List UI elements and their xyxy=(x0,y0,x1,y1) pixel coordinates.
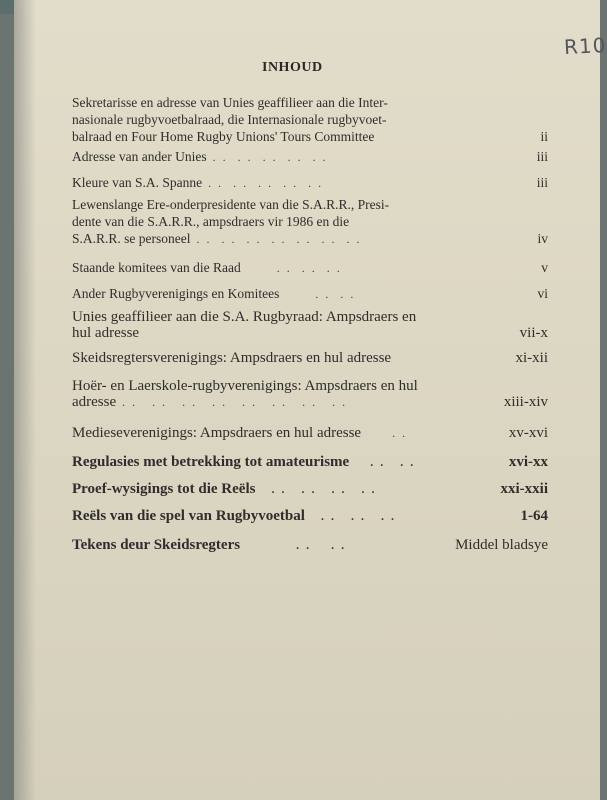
toc-entry-line: Lewenslange Ere-onderpresidente van die S.A.R.R., Presi- xyxy=(72,197,390,212)
toc-entry-line: Hoër- en Laerskole-rugbyverenigings: Ampsdraers en hul xyxy=(72,378,418,394)
page-fold-shadow xyxy=(14,0,36,800)
toc-entry-line: Ander Rugbyverenigings en Komitees xyxy=(72,286,280,301)
toc-page-number: xvi-xx xyxy=(508,454,548,470)
toc-page-number: xiii-xiv xyxy=(503,394,548,410)
toc-entry xyxy=(72,481,548,497)
dot-leader: . . . . . . . . xyxy=(261,482,377,496)
toc-page-number: iii xyxy=(536,175,548,190)
toc-entry-line: Staande komitees van die Raad xyxy=(72,260,241,275)
dot-leader: . . . . . . xyxy=(246,261,342,275)
toc-entry-line: adresse xyxy=(72,394,117,410)
toc-entry xyxy=(72,148,548,166)
dot-leader: . . . . . . . . . . xyxy=(212,150,328,164)
toc-entry-line: Medieseverenigings: Ampsdraers en hul adresse xyxy=(72,425,362,441)
toc-entry xyxy=(72,259,548,277)
toc-entry-line: Sekretarisse en adresse van Unies geaffilieer aan die Inter- xyxy=(72,95,388,110)
page-title: INHOUD xyxy=(262,60,323,75)
toc-page-number: vii-x xyxy=(519,325,548,341)
toc-entry xyxy=(72,285,548,303)
dot-leader: . . . . xyxy=(285,287,356,301)
dot-leader: . . . . xyxy=(246,538,347,552)
toc-page-number: v xyxy=(541,260,548,275)
dot-leader: . . . . . . . . . . . . . . . . xyxy=(122,395,348,409)
toc-entry-line: dente van die S.A.R.R., ampsdraers vir 1986 en die xyxy=(72,214,350,229)
dot-leader: . . . . . . . . . . xyxy=(208,176,324,190)
toc-entry-line: Skeidsregtersverenigings: Ampsdraers en hul adresse xyxy=(72,350,392,366)
toc-entry xyxy=(72,350,548,366)
toc-page-number: 1-64 xyxy=(520,508,548,524)
toc-entry xyxy=(72,196,548,248)
toc-page-number: xi-xii xyxy=(515,350,548,366)
toc-entry xyxy=(72,378,548,410)
toc-entry xyxy=(72,508,548,524)
handwritten-mark: R10 xyxy=(563,32,607,60)
toc-entry-line: S.A.R.R. se personeel xyxy=(72,231,191,246)
toc-entry-line: hul adresse xyxy=(72,325,140,341)
toc-entry xyxy=(72,94,548,145)
toc-page-number: vi xyxy=(537,286,548,301)
dot-leader: . . . . . . xyxy=(310,509,396,523)
toc-entry-line: Regulasies met betrekking tot amateurisme xyxy=(72,454,350,470)
toc-entry-line: Proef-wysigings tot die Reëls xyxy=(72,481,256,497)
dot-leader: . . . . xyxy=(355,455,416,469)
toc-entry-line: Unies geaffilieer aan die S.A. Rugbyraad: Ampsdraers en xyxy=(72,309,417,325)
toc-entry xyxy=(72,454,548,470)
toc-entry xyxy=(72,174,548,192)
toc-entry-line: Reëls van die spel van Rugbyvoetbal xyxy=(72,508,305,524)
toc-entry-line: balraad en Four Home Rugby Unions' Tours Committee xyxy=(72,129,375,144)
toc-page-number: xv-xvi xyxy=(508,425,548,441)
toc-entry-line: nasionale rugbyvoetbalraad, die Internasionale rugbyvoet- xyxy=(72,112,387,127)
toc-page-number: iii xyxy=(536,149,548,164)
toc-page-number: xxi-xxii xyxy=(500,481,548,497)
dot-leader: . . . . . . . . . . . . . . xyxy=(196,232,362,246)
toc-entry-line: Tekens deur Skeidsregters xyxy=(72,537,241,553)
toc-entry-line: Kleure van S.A. Spanne xyxy=(72,175,203,190)
toc-entry-line: Adresse van ander Unies xyxy=(72,149,207,164)
toc-page-number: iv xyxy=(537,231,548,246)
toc-page-number: ii xyxy=(540,129,548,144)
toc-page-number: Middel bladsye xyxy=(455,537,548,553)
toc-entry xyxy=(72,537,548,553)
toc-entry xyxy=(72,309,548,341)
toc-entry xyxy=(72,425,548,441)
dot-leader: . . xyxy=(367,426,408,440)
